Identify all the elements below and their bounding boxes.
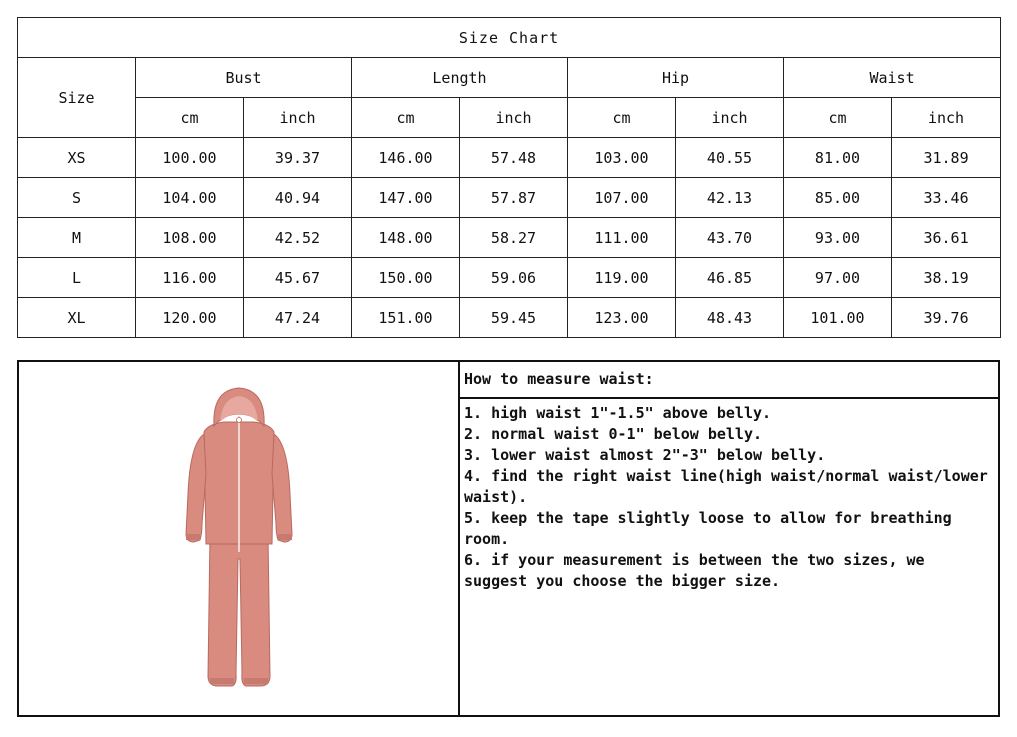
table-row <box>18 178 1001 218</box>
unit-header: inch <box>244 98 352 138</box>
table-cell: 103.00 <box>568 138 676 178</box>
table-cell: 151.00 <box>352 298 460 338</box>
size-label: S <box>18 178 136 218</box>
group-header-length: Length <box>352 58 568 98</box>
group-header-hip: Hip <box>568 58 784 98</box>
group-header-bust: Bust <box>136 58 352 98</box>
list-item: 6. if your measurement is between the two sizes, we suggest you choose the bigger size. <box>464 551 925 590</box>
size-column-header: Size <box>18 58 136 138</box>
table-cell: 97.00 <box>784 258 892 298</box>
table-cell: 43.70 <box>676 218 784 258</box>
table-cell: 33.46 <box>892 178 1001 218</box>
list-item: 1. high waist 1"-1.5" above belly. <box>464 404 772 422</box>
table-cell: 108.00 <box>136 218 244 258</box>
size-chart-table <box>17 17 1001 338</box>
table-cell: 147.00 <box>352 178 460 218</box>
size-chart-title: Size Chart <box>18 18 1001 58</box>
list-item: 3. lower waist almost 2"-3" below belly. <box>464 446 826 464</box>
group-header-waist: Waist <box>784 58 1001 98</box>
table-cell: 57.87 <box>460 178 568 218</box>
list-item: 5. keep the tape slightly loose to allow for breathing room. <box>464 509 952 548</box>
units-row <box>18 98 1001 138</box>
product-image-pane <box>19 362 460 715</box>
table-cell: 111.00 <box>568 218 676 258</box>
table-cell: 42.52 <box>244 218 352 258</box>
unit-header: cm <box>568 98 676 138</box>
unit-header: cm <box>136 98 244 138</box>
table-cell: 119.00 <box>568 258 676 298</box>
table-cell: 116.00 <box>136 258 244 298</box>
table-cell: 46.85 <box>676 258 784 298</box>
table-row <box>18 298 1001 338</box>
table-cell: 38.19 <box>892 258 1001 298</box>
table-cell: 47.24 <box>244 298 352 338</box>
list-item: 2. normal waist 0-1" below belly. <box>464 425 763 443</box>
unit-header: inch <box>892 98 1001 138</box>
table-cell: 107.00 <box>568 178 676 218</box>
table-cell: 148.00 <box>352 218 460 258</box>
table-cell: 59.45 <box>460 298 568 338</box>
table-cell: 39.76 <box>892 298 1001 338</box>
table-cell: 81.00 <box>784 138 892 178</box>
table-row <box>18 258 1001 298</box>
table-cell: 100.00 <box>136 138 244 178</box>
size-label: L <box>18 258 136 298</box>
hooded-onesie-image <box>174 384 304 694</box>
table-cell: 58.27 <box>460 218 568 258</box>
table-cell: 93.00 <box>784 218 892 258</box>
table-cell: 48.43 <box>676 298 784 338</box>
list-item: 4. find the right waist line(high waist/normal waist/lower waist). <box>464 467 988 506</box>
table-cell: 42.13 <box>676 178 784 218</box>
table-cell: 45.67 <box>244 258 352 298</box>
table-row <box>18 218 1001 258</box>
table-cell: 150.00 <box>352 258 460 298</box>
table-cell: 57.48 <box>460 138 568 178</box>
table-cell: 120.00 <box>136 298 244 338</box>
table-cell: 85.00 <box>784 178 892 218</box>
table-cell: 40.94 <box>244 178 352 218</box>
unit-header: inch <box>460 98 568 138</box>
size-label: XL <box>18 298 136 338</box>
table-cell: 104.00 <box>136 178 244 218</box>
size-label: M <box>18 218 136 258</box>
table-cell: 31.89 <box>892 138 1001 178</box>
table-cell: 123.00 <box>568 298 676 338</box>
measure-heading: How to measure waist: <box>460 362 998 399</box>
table-cell: 59.06 <box>460 258 568 298</box>
table-cell: 36.61 <box>892 218 1001 258</box>
unit-header: cm <box>784 98 892 138</box>
table-cell: 40.55 <box>676 138 784 178</box>
unit-header: cm <box>352 98 460 138</box>
unit-header: inch <box>676 98 784 138</box>
measure-steps <box>460 399 998 592</box>
table-cell: 146.00 <box>352 138 460 178</box>
measure-panel <box>17 360 1000 717</box>
table-cell: 101.00 <box>784 298 892 338</box>
table-cell: 39.37 <box>244 138 352 178</box>
table-row <box>18 138 1001 178</box>
size-label: XS <box>18 138 136 178</box>
measure-text-pane <box>460 362 998 715</box>
